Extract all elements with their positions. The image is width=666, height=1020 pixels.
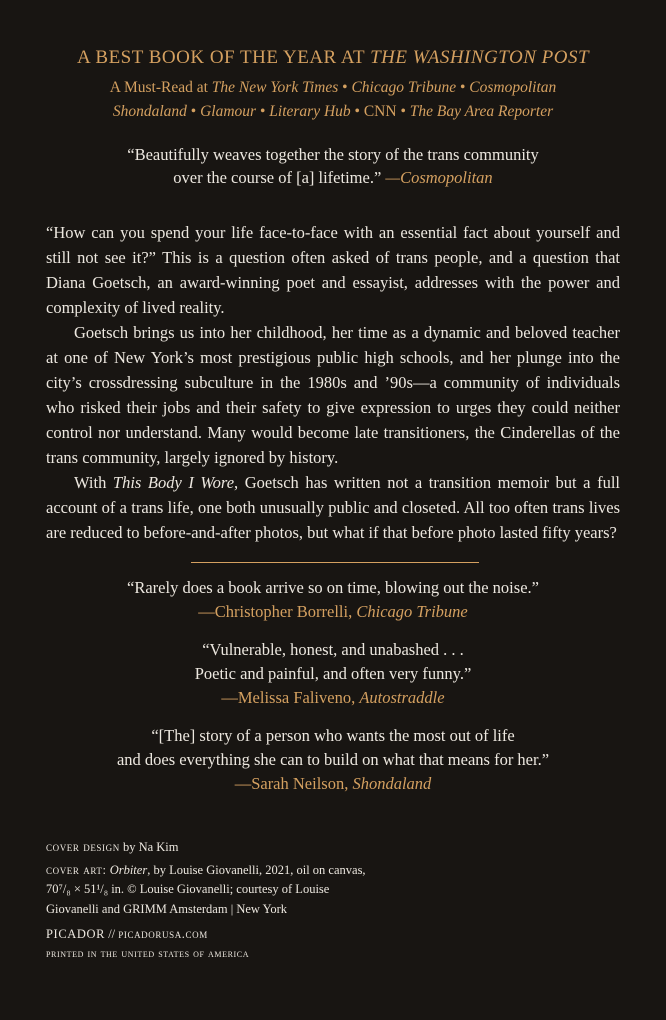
p3-before: With	[74, 473, 113, 492]
quote-attribution	[0, 600, 666, 624]
top-quote-line-2	[0, 166, 666, 189]
cover-design-credit	[46, 838, 366, 858]
quote-line: “Vulnerable, honest, and unabashed . . .	[202, 640, 464, 659]
must-read-line-1	[0, 76, 666, 100]
quote-attribution	[0, 686, 666, 710]
printed-in: printed in the united states of america	[46, 947, 250, 960]
quote-line: and does everything she can to build on what that means for her.”	[116, 750, 550, 769]
p3-after: , Goetsch has written not a transition memoir but a full account of a trans life, one both unusually public and closeted. All too often trans lives are reduced to before-and-after photos, but what if that before photo lasted fifty years?	[46, 473, 620, 542]
quote-line: Poetic and painful, and often very funny.”	[194, 664, 472, 683]
cover-art-credit	[46, 861, 366, 920]
review-quote	[0, 638, 666, 710]
must-read-lead: A Must-Read at	[109, 79, 212, 96]
description-paragraph-3	[46, 470, 620, 545]
top-quote	[0, 143, 666, 189]
separator: •	[186, 103, 201, 120]
outlet: The New York Times	[211, 79, 339, 96]
description-paragraph-2: Goetsch brings us into her childhood, her time as a dynamic and beloved teacher at one of New York’s most prestigious public high schools, and her plunge into the city’s crossdressing subculture in the 1980s and ’90s—a community of individuals who risked their jobs and their safety to give expression to urges they could neither control nor understand. Many would become late transitioners, the Cinderellas of the trans community, largely ignored by history.	[46, 323, 620, 467]
outlet: The Bay Area Reporter	[409, 103, 554, 120]
headline-prefix: A BEST BOOK OF THE YEAR AT	[76, 47, 371, 68]
headline-publication: THE WASHINGTON POST	[370, 47, 590, 68]
publisher-line	[46, 925, 249, 945]
separator: •	[456, 79, 470, 96]
outlet: Shondaland	[112, 103, 187, 120]
cover-art-value: , by Louise Giovanelli, 2021, oil on canvas, 70⁷/₈ × 51¹/₈ in. © Louise Giovanelli; courtesy of Louise Giovanelli and GRIMM Amsterdam | New York	[46, 862, 366, 916]
cover-art-label: cover art:	[46, 862, 107, 877]
description-paragraph-1: “How can you spend your life face-to-face with an essential fact about yourself and still not see it?” This is a question often asked of trans people, and a question that Diana Goetsch, an award-winning poet and essayist, addresses with the power and complexity of lived reality.	[46, 223, 620, 317]
outlet: CNN	[363, 103, 397, 120]
publisher-website: picadorusa.com	[118, 927, 208, 941]
outlet: Glamour	[200, 103, 257, 120]
quote-line: “Rarely does a book arrive so on time, blowing out the noise.”	[127, 578, 539, 597]
cover-design-label: cover design	[46, 840, 120, 854]
quote-author: —Sarah Neilson,	[234, 774, 353, 793]
separator: •	[350, 103, 364, 120]
cover-design-value: by Na Kim	[119, 840, 179, 854]
cover-credits	[46, 838, 366, 919]
separator: •	[396, 103, 410, 120]
top-quote-attribution: —Cosmopolitan	[381, 168, 493, 187]
quote-author: —Christopher Borrelli,	[198, 602, 357, 621]
publisher-separator: //	[105, 927, 119, 941]
review-quote	[0, 576, 666, 624]
quote-author: —Melissa Faliveno,	[221, 688, 360, 707]
book-title: This Body I Wore	[112, 473, 235, 492]
quote-source: Chicago Tribune	[356, 602, 468, 621]
separator: •	[256, 103, 270, 120]
publisher-name: PICADOR	[46, 927, 106, 941]
must-read-line-2	[0, 100, 666, 124]
quote-line: “[The] story of a person who wants the most out of life	[151, 726, 515, 745]
separator: •	[338, 79, 352, 96]
publisher-info	[46, 925, 249, 964]
top-quote-text: over the course of [a] lifetime.”	[173, 168, 382, 187]
quote-source: Autostraddle	[359, 688, 445, 707]
cover-art-title: Orbiter	[109, 862, 148, 877]
quote-source: Shondaland	[352, 774, 432, 793]
outlet: Cosmopolitan	[469, 79, 557, 96]
outlet: Chicago Tribune	[351, 79, 457, 96]
headline	[0, 47, 666, 69]
review-quote	[0, 724, 666, 796]
outlet: Literary Hub	[269, 103, 351, 120]
description	[46, 220, 620, 545]
top-quote-line-1: “Beautifully weaves together the story of the trans community	[127, 145, 539, 164]
quote-attribution	[0, 772, 666, 796]
divider-rule	[191, 562, 479, 563]
